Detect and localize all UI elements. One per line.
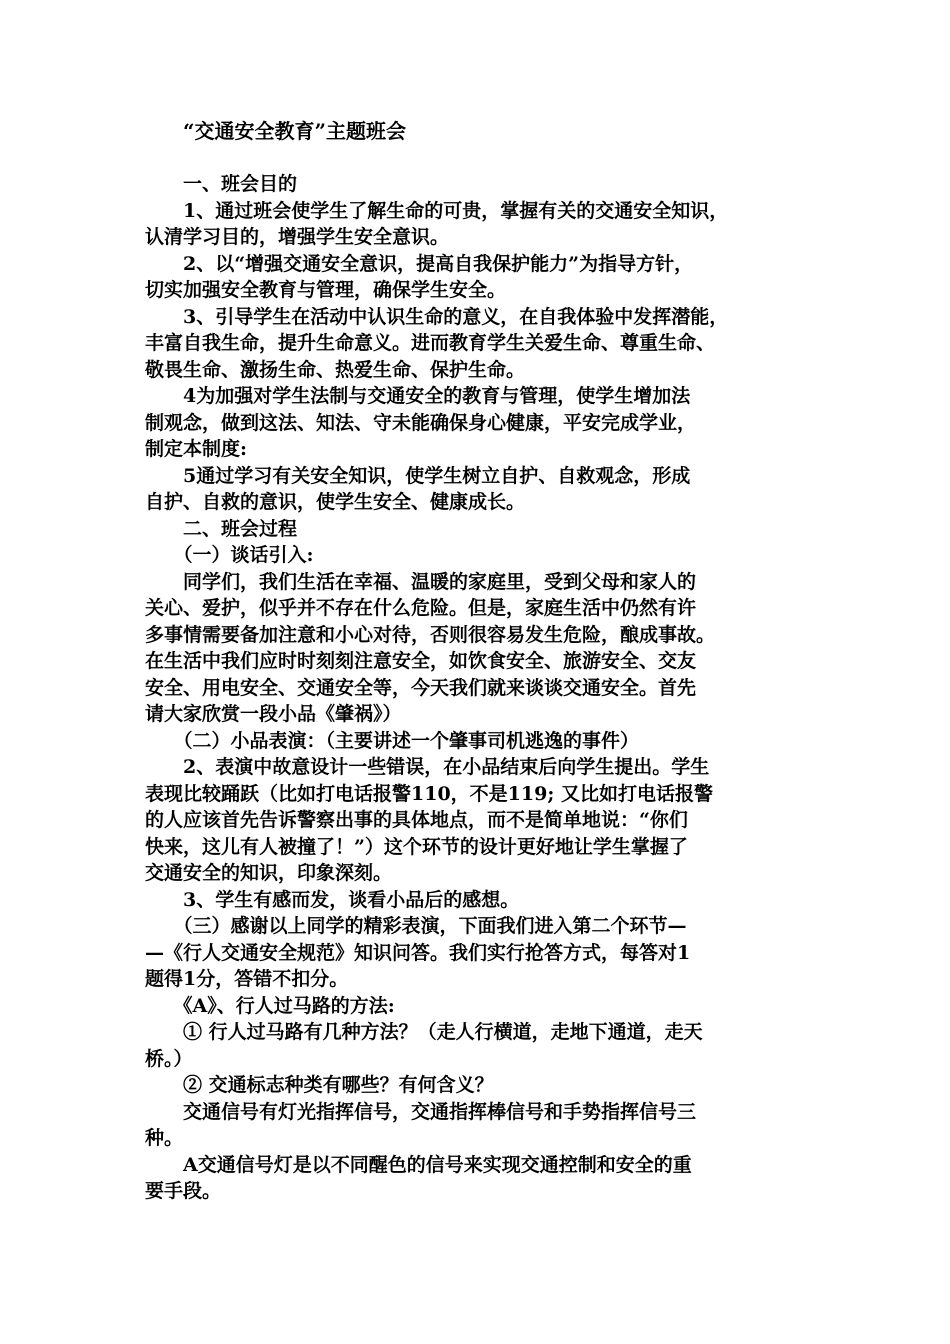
text-line: 表现比较踊跃（比如打电话报警110，不是119; 又比如打电话报警 bbox=[145, 782, 713, 805]
text-line: 快来，这儿有人被撞了！”）这个环节的设计更好地让学生掌握了 bbox=[145, 835, 688, 858]
text-line: 关心、爱护，似乎并不存在什么危险。但是，家庭生活中仍然有许 bbox=[145, 597, 697, 619]
text-line: 2、以“增强交通安全意识，提高自我保护能力”为指导方针， bbox=[145, 252, 694, 275]
text-line: 在生活中我们应时时刻刻注意安全，如饮食安全、旅游安全、交友 bbox=[145, 650, 697, 672]
text-line: 3、引导学生在活动中认识生命的意义，在自我体验中发挥潜能， bbox=[145, 305, 729, 328]
text-line: 制定本制度: bbox=[145, 438, 248, 460]
document-title: “交通安全教育”主题班会 bbox=[183, 119, 407, 143]
text-line: （三）感谢以上同学的精彩表演，下面我们进入第二个环节— bbox=[145, 915, 687, 937]
text-line: A交通信号灯是以不同醒色的信号来实现交通控制和安全的重 bbox=[145, 1153, 692, 1176]
text-line: 交通安全的知识，印象深刻。 bbox=[145, 862, 393, 884]
text-line: 一、班会目的 bbox=[145, 173, 298, 195]
text-line: 自护、自救的意识，使学生安全、健康成长。 bbox=[145, 491, 526, 513]
text-line: 认清学习目的，增强学生安全意识。 bbox=[145, 226, 450, 248]
text-line: 切实加强安全教育与管理，确保学生安全。 bbox=[145, 279, 507, 301]
text-line: 安全、用电安全、交通安全等，今天我们就来谈谈交通安全。首先 bbox=[145, 676, 697, 699]
text-line: ① 行人过马路有几种方法？（走人行横道，走地下通道，走天 bbox=[145, 1021, 703, 1043]
text-line: 2、表演中故意设计一些错误，在小品结束后向学生提出。学生 bbox=[145, 756, 710, 778]
text-line: 的人应该首先告诉警察出事的具体地点，而不是简单地说：“你们 bbox=[145, 809, 688, 831]
document-lines bbox=[145, 171, 805, 1205]
text-line: 请大家欣赏一段小品《肇祸》） bbox=[145, 703, 402, 725]
text-line: 交通信号有灯光指挥信号，交通指挥棒信号和手势指挥信号三 bbox=[145, 1100, 697, 1123]
document-body bbox=[145, 118, 805, 1205]
text-line: 5通过学习有关安全知识，使学生树立自护、自救观念，形成 bbox=[145, 464, 691, 487]
text-line: 4为加强对学生法制与交通安全的教育与管理，使学生增加法 bbox=[145, 385, 691, 407]
text-line: 丰富自我生命，提升生命意义。进而教育学生关爱生命、尊重生命、 bbox=[145, 332, 716, 354]
text-line: 题得1分，答错不扣分。 bbox=[145, 968, 349, 990]
text-line: （二）小品表演：（主要讲述一个肇事司机逃逸的事件） bbox=[145, 729, 640, 752]
text-line: 桥。） bbox=[145, 1047, 193, 1070]
text-line: 《A》、行人过马路的方法: bbox=[145, 994, 395, 1017]
text-line: 3、学生有感而发，谈看小品后的感想。 bbox=[145, 888, 520, 911]
text-line: 1、通过班会使学生了解生命的可贵，掌握有关的交通安全知识， bbox=[145, 199, 729, 222]
text-line: 二、班会过程 bbox=[145, 517, 298, 540]
text-line: 多事情需要备加注意和小心对待，否则很容易发生危险，酿成事故。 bbox=[145, 623, 716, 646]
text-line: （一）谈话引入: bbox=[145, 544, 314, 566]
text-line: 同学们，我们生活在幸福、温暖的家庭里，受到父母和家人的 bbox=[145, 570, 697, 593]
text-line: 要手段。 bbox=[145, 1180, 222, 1202]
text-line: ② 交通标志种类有哪些？有何含义？ bbox=[145, 1074, 494, 1096]
text-line: 种。 bbox=[145, 1127, 184, 1149]
text-line: —《行人交通安全规范》知识问答。我们实行抢答方式，每答对1 bbox=[145, 941, 691, 964]
blank-line bbox=[145, 145, 805, 172]
text-line: 制观念，做到这法、知法、守未能确保身心健康，平安完成学业， bbox=[145, 411, 697, 434]
text-line: 敬畏生命、激扬生命、热爱生命、保护生命。 bbox=[145, 358, 526, 381]
